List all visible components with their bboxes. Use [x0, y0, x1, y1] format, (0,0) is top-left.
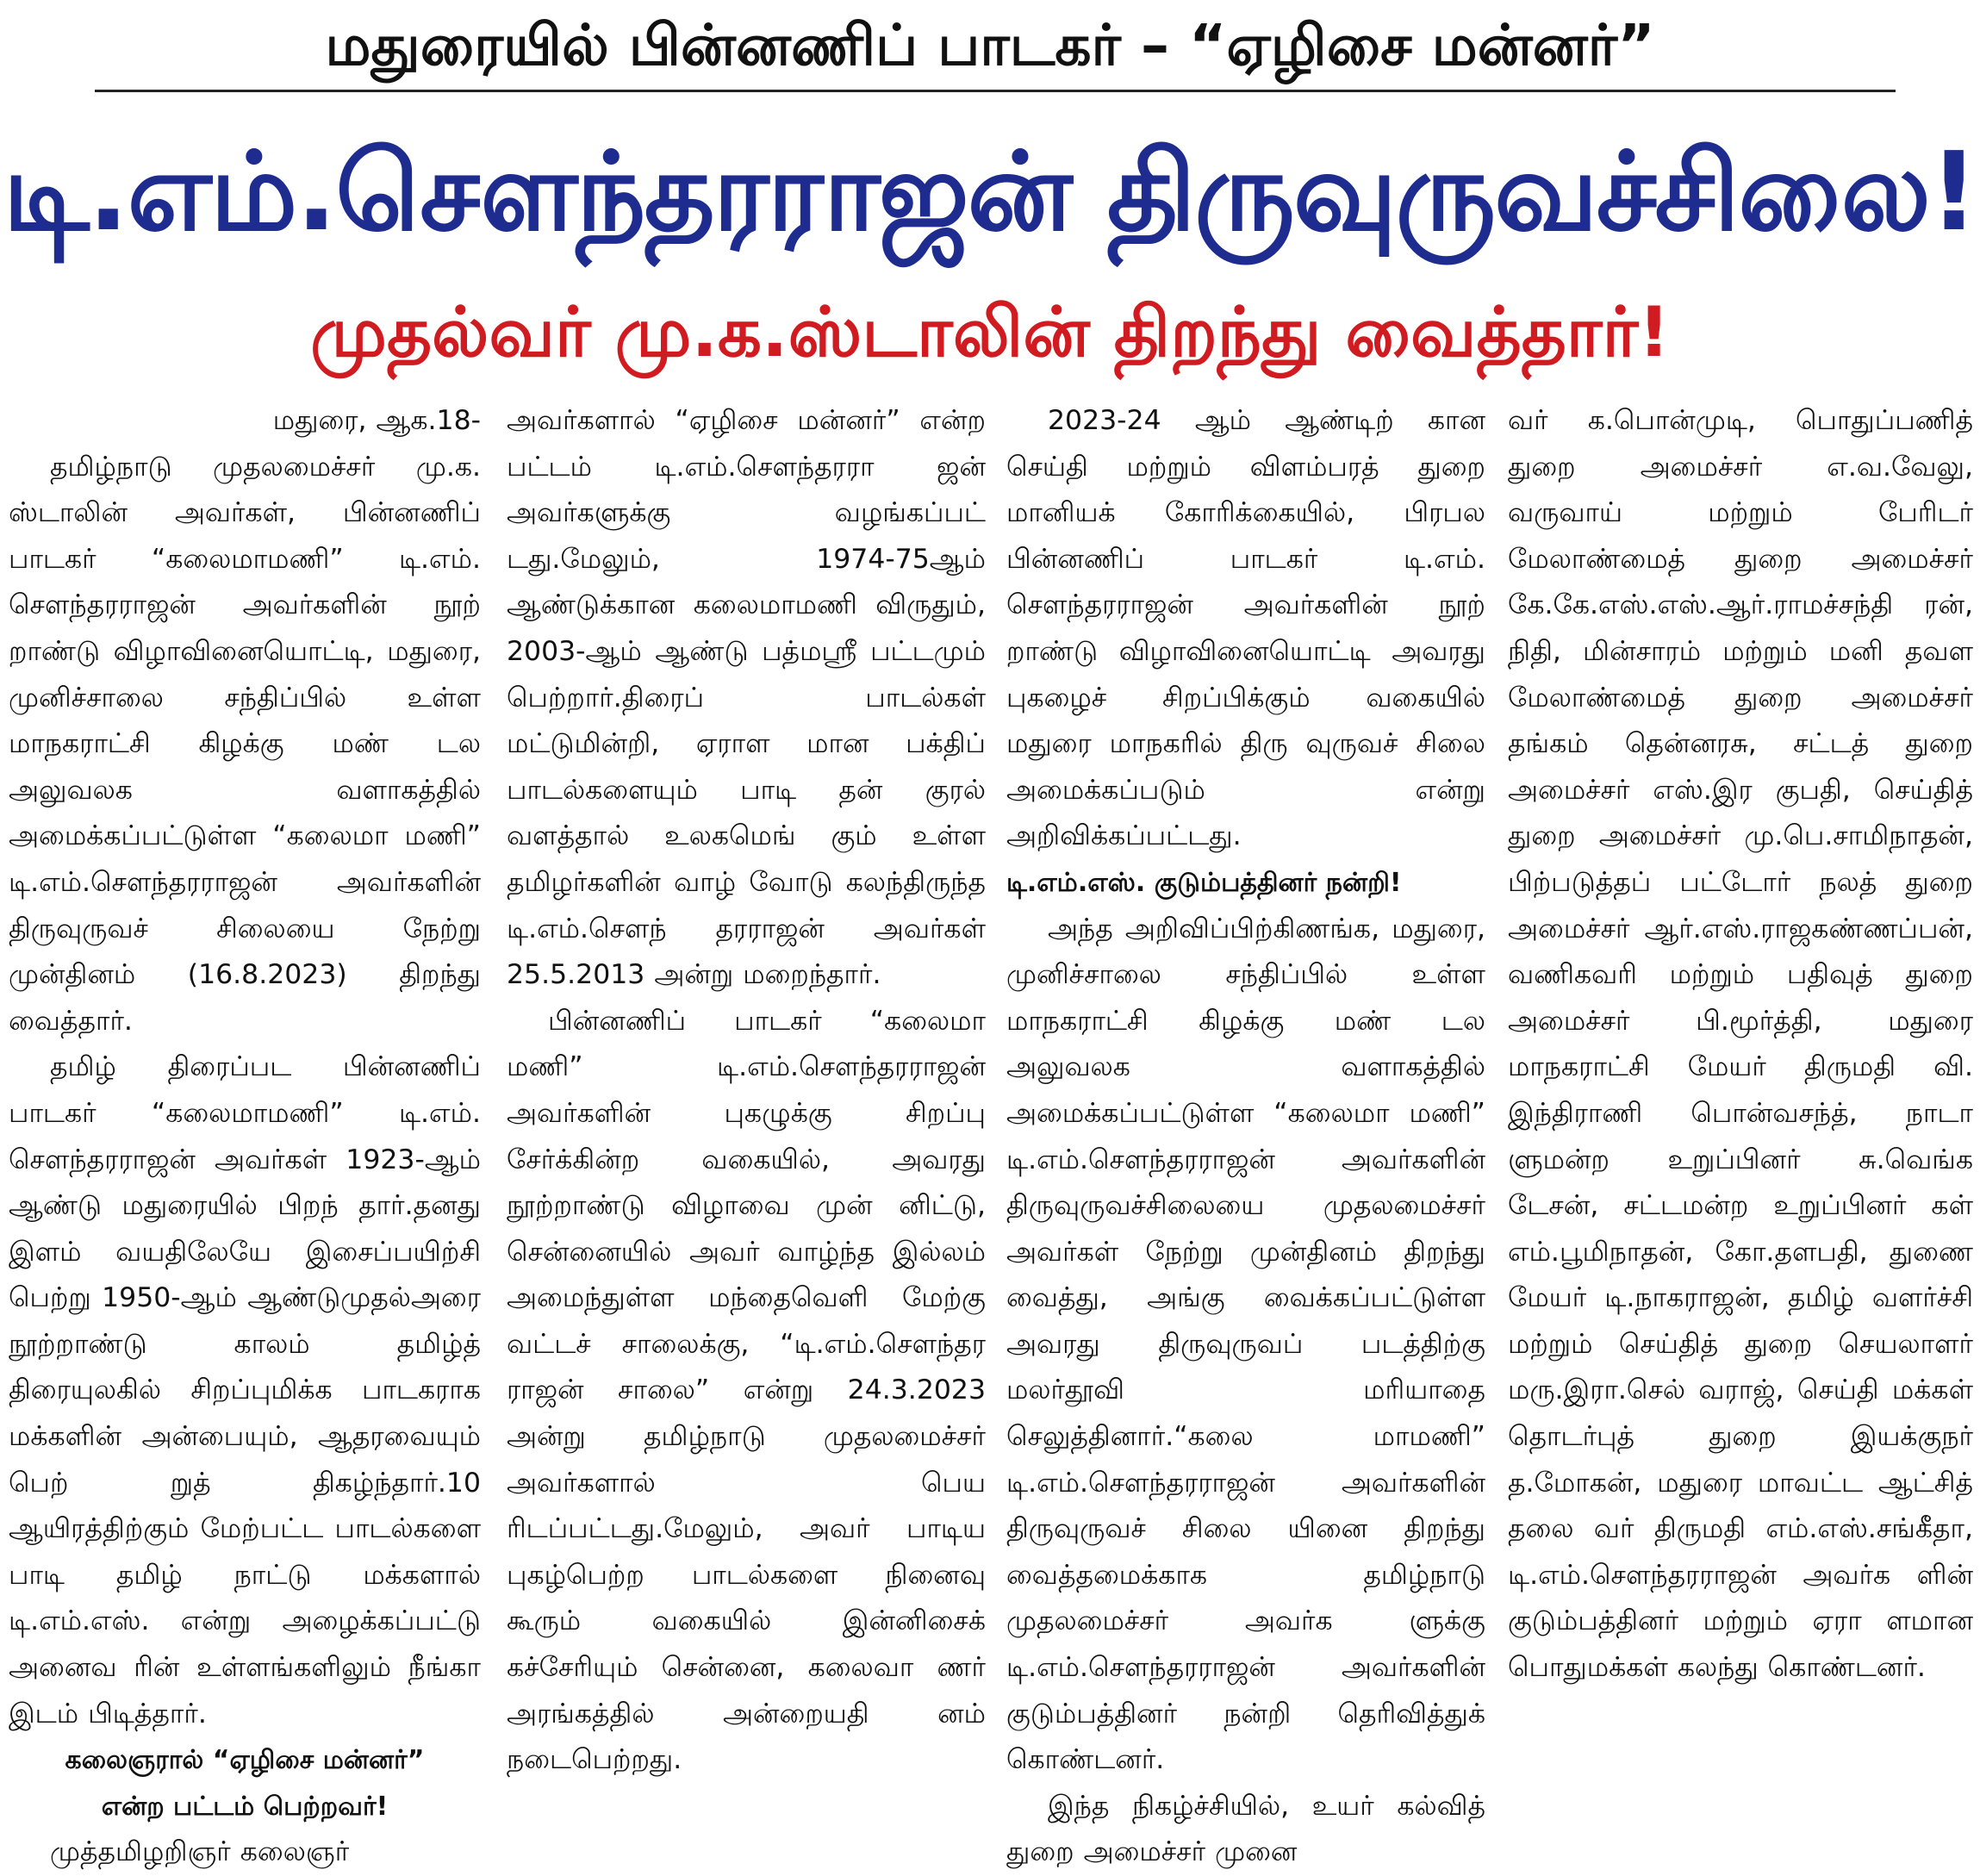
kicker-line: மதுரையில் பின்னணிப் பாடகர் – “ஏழிசை மன்னர்”	[325, 12, 1655, 78]
column-1	[9, 398, 481, 1868]
paragraph: அவர்களால் “ஏழிசை மன்னர்” என்ற பட்டம் டி.எம்.சௌந்தரரா ஜன் அவர்களுக்கு வழங்கப்பட் டது.மேலும், 1974-75ஆம் ஆண்டுக்கான கலைமாமணி விருதும், 2003-ஆம் ஆண்டு பத்மஸ்ரீ பட்டமும் பெற்றார்.திரைப் பாடல்கள் மட்டுமின்றி, ஏராள மான பக்திப் பாடல்களையும் பாடி தன் குரல் வளத்தால் உலகமெங் கும் உள்ள தமிழர்களின் வாழ் வோடு கலந்திருந்த டி.எம்.சௌந் தரராஜன் அவர்கள் 25.5.2013 அன்று மறைந்தார்.	[507, 405, 986, 991]
column-3	[1006, 398, 1485, 1868]
paragraph: தமிழ் திரைப்பட பின்னணிப் பாடகர் “கலைமாமணி” டி.எம். சௌந்தரராஜன் அவர்கள் 1923-ஆம் ஆண்டு மதுரையில் பிறந் தார்.தனது இளம் வயதிலேயே இசைப்பயிற்சி பெற்று 1950-ஆம் ஆண்டுமுதல்அரை நூற்றாண்டு காலம் தமிழ்த் திரையுலகில் சிறப்புமிக்க பாடகராக மக்களின் அன்பையும், ஆதரவையும் பெற் றுத் திகழ்ந்தார்.10 ஆயிரத்திற்கும் மேற்பட்ட பாடல்களை பாடி தமிழ் நாட்டு மக்களால் டி.எம்.எஸ். என்று அழைக்கப்பட்டு அனைவ ரின் உள்ளங்களிலும் நீங்கா இடம் பிடித்தார்.	[9, 1051, 481, 1730]
paragraph: முத்தமிழறிஞர் கலைஞர்	[50, 1836, 350, 1868]
subheading: டி.எம்.எஸ். குடும்பத்தினர் நன்றி!	[1006, 867, 1402, 898]
column-2	[507, 398, 986, 1837]
article-body	[9, 398, 1973, 1868]
dateline: மதுரை, ஆக.18-	[272, 405, 481, 436]
column-4	[1508, 398, 1973, 1837]
paragraph: பின்னணிப் பாடகர் “கலைமா மணி” டி.எம்.சௌந்தரராஜன் அவர்களின் புகழுக்கு சிறப்பு சேர்க்கின்ற வகையில், அவரது நூற்றாண்டு விழாவை முன் னிட்டு, சென்னையில் அவர் வாழ்ந்த இல்லம் அமைந்துள்ள மந்தைவெளி மேற்கு வட்டச் சாலைக்கு, “டி.எம்.சௌந்தர ராஜன் சாலை” என்று 24.3.2023 அன்று தமிழ்நாடு முதலமைச்சர் அவர்களால் பெய ரிடப்பட்டது.மேலும், அவர் பாடிய புகழ்பெற்ற பாடல்களை நினைவு கூரும் வகையில் இன்னிசைக் கச்சேரியும் சென்னை, கலைவா ணர் அரங்கத்தில் அன்றையதி னம் நடைபெற்றது.	[507, 1005, 986, 1776]
paragraph: இந்த நிகழ்ச்சியில், உயர் கல்வித் துறை அமைச்சர் முனை	[1006, 1790, 1485, 1868]
paragraph: வர் க.பொன்முடி, பொதுப்பணித் துறை அமைச்சர் எ.வ.வேலு, வருவாய் மற்றும் பேரிடர் மேலாண்மைத் துறை அமைச்சர் கே.கே.எஸ்.எஸ்.ஆர்.ராமச்சந்தி ரன், நிதி, மின்சாரம் மற்றும் மனி தவள மேலாண்மைத் துறை அமைச்சர் தங்கம் தென்னரசு, சட்டத் துறை அமைச்சர் எஸ்.இர குபதி, செய்தித் துறை அமைச்சர் மு.பெ.சாமிநாதன், பிற்படுத்தப் பட்டோர் நலத் துறை அமைச்சர் ஆர்.எஸ்.ராஜகண்ணப்பன், வணிகவரி மற்றும் பதிவுத் துறை அமைச்சர் பி.மூர்த்தி, மதுரை மாநகராட்சி மேயர் திருமதி வி. இந்திராணி பொன்வசந்த், நாடா ளுமன்ற உறுப்பினர் சு.வெங்க டேசன், சட்டமன்ற உறுப்பினர் கள் எம்.பூமிநாதன், கோ.தளபதி, துணை மேயர் டி.நாகராஜன், தமிழ் வளர்ச்சி மற்றும் செய்தித் துறை செயலாளர் மரு.இரா.செல் வராஜ், செய்தி மக்கள் தொடர்புத் துறை இயக்குநர் த.மோகன், மதுரை மாவட்ட ஆட்சித் தலை வர் திருமதி எம்.எஸ்.சங்கீதா, டி.எம்.சௌந்தரராஜன் அவர்க ளின் குடும்பத்தினர் மற்றும் ஏரா ளமான பொதுமக்கள் கலந்து கொண்டனர்.	[1508, 405, 1973, 1684]
subheading: என்ற பட்டம் பெற்றவர்!	[101, 1791, 389, 1822]
subheading: கலைஞரால் “ஏழிசை மன்னர்”	[65, 1745, 425, 1776]
subheadline: முதல்வர் மு.க.ஸ்டாலின் திறந்து வைத்தார்!	[310, 292, 1670, 372]
paragraph: அந்த அறிவிப்பிற்கிணங்க, மதுரை, முனிச்சாலை சந்திப்பில் உள்ள மாநகராட்சி கிழக்கு மண் டல அலுவலக வளாகத்தில் அமைக்கப்பட்டுள்ள “கலைமா மணி” டி.எம்.சௌந்தரராஜன் அவர்களின் திருவுருவச்சிலையை முதலமைச்சர் அவர்கள் நேற்று முன்தினம் திறந்து வைத்து, அங்கு வைக்கப்பட்டுள்ள அவரது திருவுருவப் படத்திற்கு மலர்தூவி மரியாதை செலுத்தினார்.“கலை மாமணி” டி.எம்.சௌந்தரராஜன் அவர்களின் திருவுருவச் சிலை யினை திறந்து வைத்தமைக்காக தமிழ்நாடு முதலமைச்சர் அவர்க ளுக்கு டி.எம்.சௌந்தரராஜன் அவர்களின் குடும்பத்தினர் நன்றி தெரிவித்துக் கொண்டனர்.	[1006, 913, 1485, 1776]
headline: டி.எம்.சௌந்தரராஜன் திருவுருவச்சிலை!	[3, 128, 1977, 255]
paragraph: தமிழ்நாடு முதலமைச்சர் மு.க. ஸ்டாலின் அவர்கள், பின்னணிப் பாடகர் “கலைமாமணி” டி.எம். சௌந்தரராஜன் அவர்களின் நூற் றாண்டு விழாவினையொட்டி, மதுரை, முனிச்சாலை சந்திப்பில் உள்ள மாநகராட்சி கிழக்கு மண் டல அலுவலக வளாகத்தில் அமைக்கப்பட்டுள்ள “கலைமா மணி” டி.எம்.சௌந்தரராஜன் அவர்களின் திருவுருவச் சிலையை நேற்று முன்தினம் (16.8.2023) திறந்து வைத்தார்.	[9, 451, 481, 1037]
kicker-divider	[95, 90, 1896, 92]
paragraph: 2023-24 ஆம் ஆண்டிற் கான செய்தி மற்றும் விளம்பரத் துறை மானியக் கோரிக்கையில், பிரபல பின்னணிப் பாடகர் டி.எம். சௌந்தரராஜன் அவர்களின் நூற் றாண்டு விழாவினையொட்டி அவரது புகழைச் சிறப்பிக்கும் வகையில் மதுரை மாநகரில் திரு வுருவச் சிலை அமைக்கப்படும் என்று அறிவிக்கப்பட்டது.	[1006, 405, 1485, 852]
